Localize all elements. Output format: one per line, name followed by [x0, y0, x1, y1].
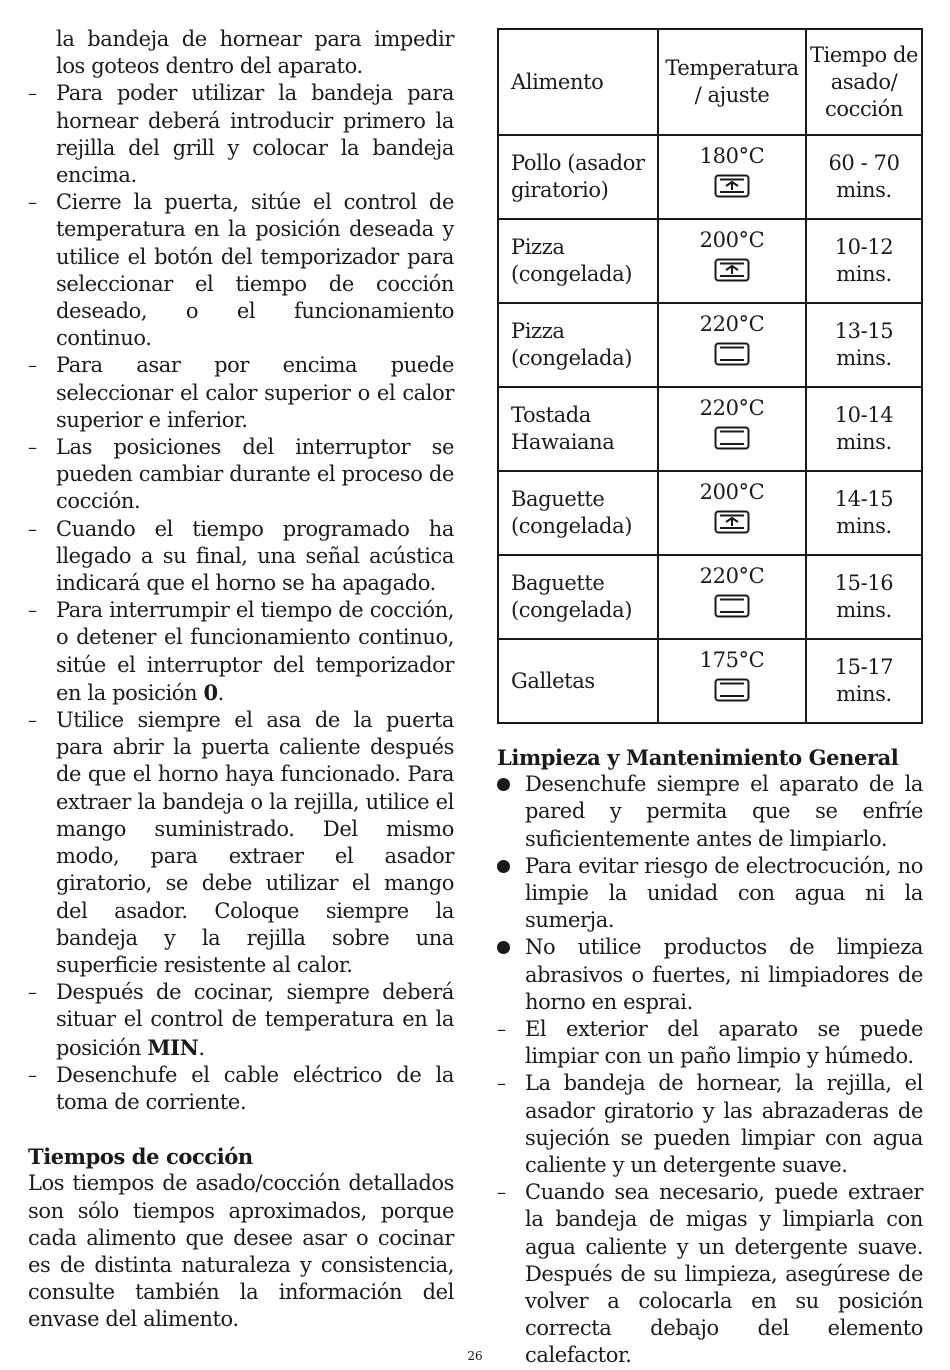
- header-food: Alimento: [498, 29, 658, 135]
- dash-marker: –: [497, 1019, 506, 1041]
- bullet-dot-icon: [497, 934, 525, 1016]
- cleaning-section: [497, 744, 923, 1370]
- time-cell: 10-14 mins.: [806, 387, 922, 471]
- bold-value: 0: [203, 679, 218, 705]
- list-item-text: Para interrumpir el tiempo de cocción, o detener el funcionamiento continuo, sitúe el interruptor del temporizador en la posición 0.: [56, 598, 454, 705]
- list-item-text: El exterior del aparato se puede limpiar con un paño limpio y húmedo.: [525, 1017, 923, 1069]
- top-bottom-heat-icon: [659, 342, 805, 373]
- temperature-value: 220°C: [699, 312, 765, 336]
- right-column: [497, 28, 923, 1370]
- list-item: [497, 1016, 923, 1070]
- temperature-cell: [658, 555, 806, 639]
- cleaning-heading: Limpieza y Mantenimiento General: [497, 745, 899, 770]
- list-item-text: Desenchufe siempre el aparato de la pared y permita que se enfríe suficientemente antes de limpiarlo.: [525, 772, 923, 851]
- dash-marker: –: [28, 83, 37, 105]
- left-column: [28, 26, 454, 1334]
- list-item: [28, 189, 454, 352]
- list-item: [497, 934, 923, 1016]
- time-cell: 60 - 70 mins.: [806, 135, 922, 219]
- top-bottom-heat-icon: [659, 594, 805, 625]
- temperature-value: 200°C: [699, 480, 765, 504]
- list-item: [28, 434, 454, 516]
- table-row: [498, 135, 922, 219]
- temperature-value: 175°C: [699, 648, 765, 672]
- list-item: [28, 597, 454, 707]
- list-item-text: Cierre la puerta, sitúe el control de temperatura en la posición deseada y utilice el botón del temporizador para seleccionar el tiempo de cocción deseado, o el funcionamiento continuo.: [56, 190, 454, 351]
- list-item-text: Cuando sea necesario, puede extraer la bandeja de migas y limpiarla con agua caliente y un detergente suave. Después de su limpieza, asegúrese de volver a colocarla en su posición correcta debajo del elemento calefactor.: [525, 1180, 923, 1368]
- list-item-text: Para asar por encima puede seleccionar el calor superior o el calor superior e inferior.: [56, 353, 454, 432]
- food-cell: Pizza (congelada): [498, 303, 658, 387]
- lead-text: la bandeja de hornear para impedir los goteos dentro del aparato.: [56, 27, 454, 79]
- list-item: [497, 1179, 923, 1369]
- dash-marker: –: [28, 437, 37, 459]
- list-item-text: Para evitar riesgo de electrocución, no limpie la unidad con agua ni la sumerja.: [525, 853, 923, 933]
- time-cell: 10-12 mins.: [806, 219, 922, 303]
- bold-value: MIN: [147, 1034, 199, 1060]
- cooking-times-table: [497, 28, 923, 724]
- temperature-cell: [658, 471, 806, 555]
- temperature-value: 180°C: [699, 144, 765, 168]
- dash-marker: –: [28, 518, 37, 540]
- dash-marker: –: [28, 1064, 37, 1086]
- table-header-row: [498, 29, 922, 135]
- top-bottom-heat-icon: [659, 678, 805, 709]
- rotisserie-mode-icon: [659, 258, 805, 289]
- temperature-cell: [658, 219, 806, 303]
- temperature-cell: [658, 303, 806, 387]
- temperature-value: 220°C: [699, 564, 765, 588]
- list-item: [497, 1070, 923, 1179]
- list-item: [497, 853, 923, 935]
- dash-marker: –: [28, 192, 37, 214]
- temperature-cell: [658, 387, 806, 471]
- time-cell: 13-15 mins.: [806, 303, 922, 387]
- list-item: [28, 80, 454, 189]
- cleaning-list: [497, 771, 923, 1369]
- table-row: [498, 387, 922, 471]
- list-item: [28, 1062, 454, 1116]
- time-cell: 15-17 mins.: [806, 639, 922, 723]
- list-item-text: No utilice productos de limpieza abrasivos o fuertes, ni limpiadores de horno en esprai.: [525, 935, 923, 1014]
- list-item-text: Desenchufe el cable eléctrico de la toma de corriente.: [56, 1062, 454, 1114]
- food-cell: Pizza (congelada): [498, 219, 658, 303]
- table-row: [498, 555, 922, 639]
- table-row: [498, 639, 922, 723]
- dash-marker: –: [28, 710, 37, 732]
- rotisserie-mode-icon: [659, 510, 805, 541]
- cooking-times-heading: Tiempos de cocción: [28, 1144, 253, 1170]
- list-item-text: Utilice siempre el asa de la puerta para abrir la puerta caliente después de que el horno haya funcionado. Para extraer la bandeja o la rejilla, utilice el mango suministrado. Del mismo modo, para extraer el asador giratorio, se debe utilizar el mango del asador. Coloque siempre la bandeja y la rejilla sobre una superficie resistente al calor.: [56, 708, 454, 977]
- time-cell: 14-15 mins.: [806, 471, 922, 555]
- rotisserie-mode-icon: [659, 174, 805, 205]
- food-cell: Pollo (asador giratorio): [498, 135, 658, 219]
- bullet-dot-icon: [497, 853, 525, 935]
- top-bottom-heat-icon: [659, 426, 805, 457]
- list-item-text: Para poder utilizar la bandeja para hornear deberá introducir primero la rejilla del grill y colocar la bandeja encima.: [56, 81, 454, 188]
- temperature-cell: [658, 639, 806, 723]
- list-item-text: Las posiciones del interruptor se pueden cambiar durante el proceso de cocción.: [56, 435, 454, 514]
- dash-marker: –: [28, 982, 37, 1004]
- temperature-cell: [658, 135, 806, 219]
- list-item-text: Después de cocinar, siempre deberá situar el control de temperatura en la posición MIN.: [56, 980, 454, 1060]
- header-time: Tiempo de asado/ cocción: [806, 29, 922, 135]
- list-item: [28, 516, 454, 598]
- list-item: [28, 707, 454, 979]
- table-row: [498, 219, 922, 303]
- temperature-value: 200°C: [699, 228, 765, 252]
- food-cell: Baguette (congelada): [498, 555, 658, 639]
- dash-marker: –: [28, 600, 37, 622]
- dash-marker: –: [497, 1073, 506, 1095]
- header-temperature: Temperatura / ajuste: [658, 29, 806, 135]
- temperature-value: 220°C: [699, 396, 765, 420]
- food-cell: Galletas: [498, 639, 658, 723]
- instruction-list: [28, 80, 454, 1116]
- dash-marker: –: [497, 1182, 506, 1204]
- list-item: [28, 352, 454, 434]
- bullet-dot-icon: [497, 771, 525, 853]
- table-row: [498, 471, 922, 555]
- list-item-text: La bandeja de hornear, la rejilla, el asador giratorio y las abrazaderas de sujeción se pueden limpiar con agua caliente y un detergente suave.: [525, 1071, 923, 1178]
- time-cell: 15-16 mins.: [806, 555, 922, 639]
- cooking-times-paragraph: Los tiempos de asado/cocción detallados son sólo tiempos aproximados, porque cada alimento que desee asar o cocinar es de distinta naturaleza y consistencia, consulte también la información del envase del alimento.: [28, 1171, 454, 1332]
- list-item-text: Cuando el tiempo programado ha llegado a su final, una señal acústica indicará que el horno se ha apagado.: [56, 516, 454, 596]
- list-item: [497, 771, 923, 853]
- food-cell: Baguette (congelada): [498, 471, 658, 555]
- page-number: 26: [467, 1349, 483, 1363]
- food-cell: Tostada Hawaiana: [498, 387, 658, 471]
- table-row: [498, 303, 922, 387]
- list-item: [28, 979, 454, 1062]
- dash-marker: –: [28, 355, 37, 377]
